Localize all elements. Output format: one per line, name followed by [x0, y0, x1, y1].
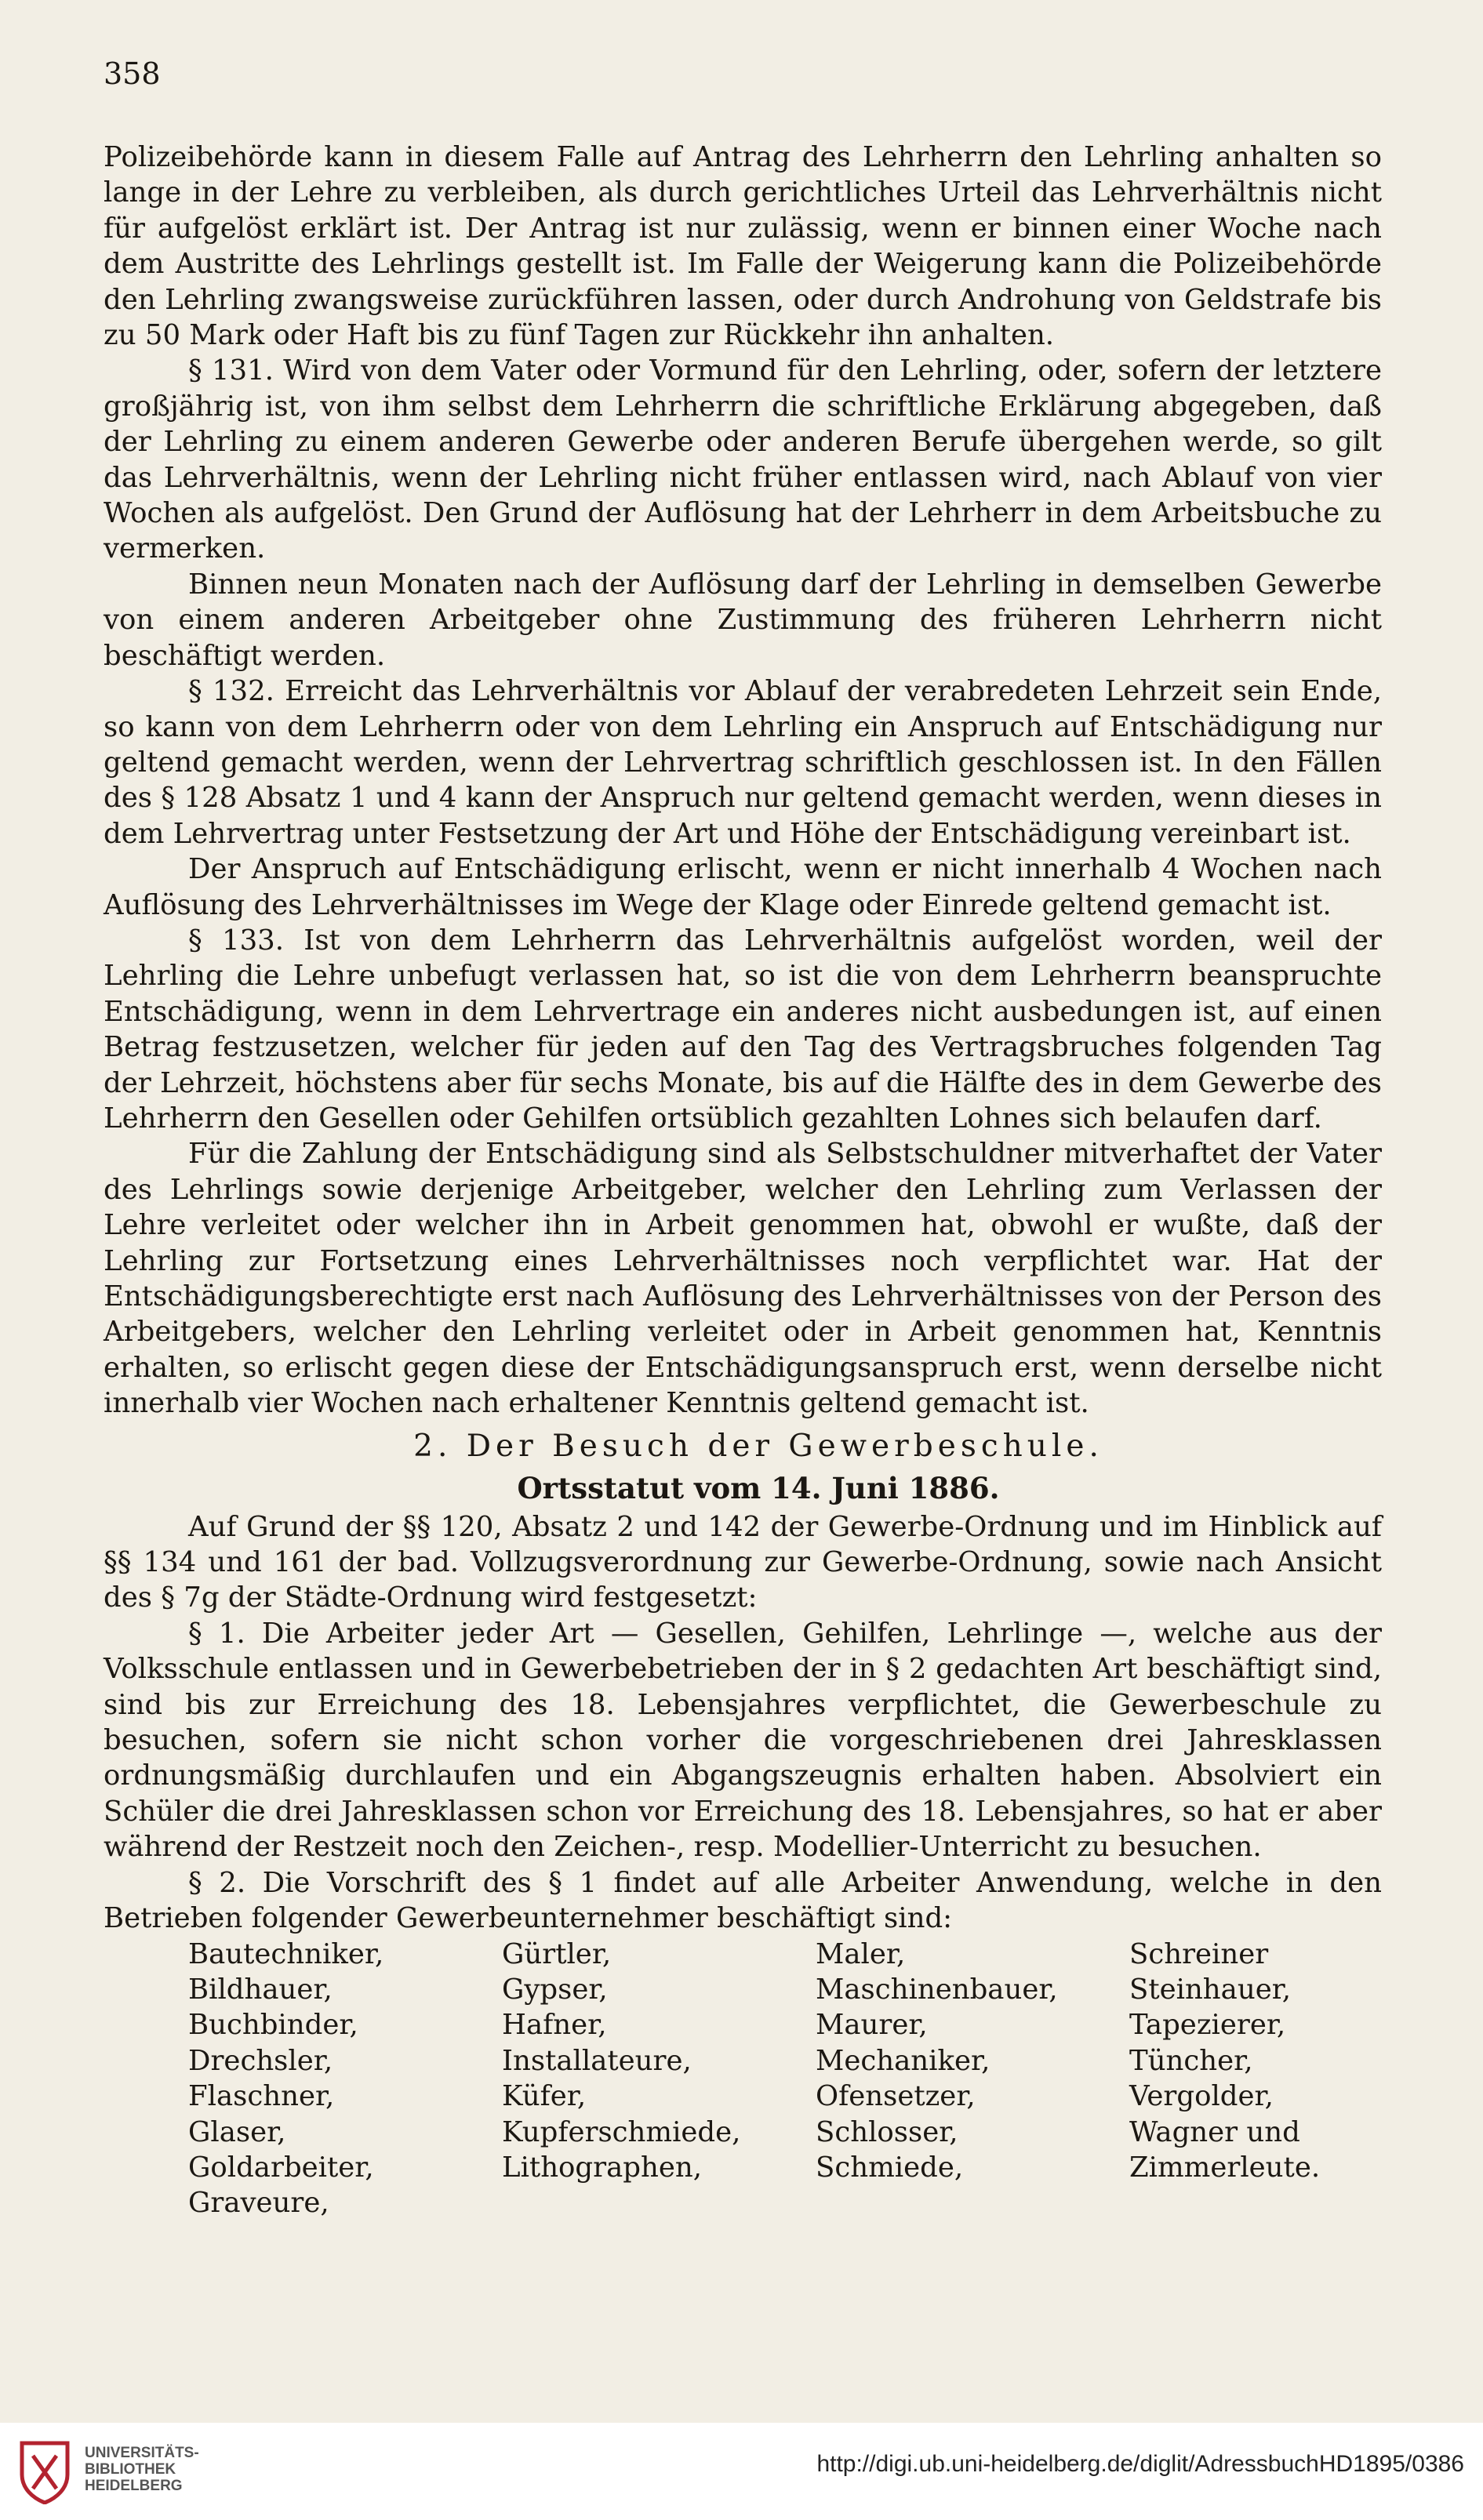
paragraph: § 133. Ist von dem Lehrherrn das Lehrverhältnis aufgelöst worden, weil der Lehrling die Lehre unbefugt verlassen hat, so ist die von dem Lehrherrn beanspruchte Entschädigung, wenn in dem Lehrvertrage ein anderes nicht ausbedungen ist, auf einen Betrag festzusetzen, welcher für jeden auf den Tag des Vertragsbruches folgenden Tag der Lehrzeit, höchstens aber für sechs Monate, bis auf die Hälfte des in dem Gewerbe des Lehrherrn den Gesellen oder Gehilfen ortsüblich gezahlten Lohnes sich belaufen darf.	[104, 924, 1382, 1135]
trade-item: Glaser,	[188, 2115, 286, 2148]
trade-item: Flaschner,	[188, 2080, 335, 2113]
trade-item: Goldarbeiter,	[188, 2151, 374, 2184]
trade-item: Schmiede,	[816, 2151, 964, 2184]
trade-item: Bautechniker,	[188, 1937, 384, 1970]
logo-line: UNIVERSITÄTS-	[85, 2445, 199, 2461]
trade-item: Lithographen,	[502, 2151, 703, 2184]
university-seal-icon	[16, 2440, 74, 2504]
trade-item: Tapezierer,	[1129, 2009, 1286, 2042]
page-number: 358	[104, 56, 161, 91]
trade-item: Tüncher,	[1129, 2044, 1253, 2077]
trade-item: Ofensetzer,	[816, 2080, 976, 2113]
paragraphs-part-2	[104, 1509, 1382, 1937]
trade-item: Schlosser,	[816, 2115, 958, 2148]
trade-item: Steinhauer,	[1129, 1973, 1292, 2006]
trade-item: Maurer,	[816, 2009, 928, 2042]
trade-item: Hafner,	[502, 2009, 607, 2042]
trade-item: Installateure,	[502, 2044, 692, 2077]
paragraph: Binnen neun Monaten nach der Auflösung darf der Lehrling in demselben Gewerbe von einem anderen Arbeitgeber ohne Zustimmung des früheren Lehrherrn nicht beschäftigt werden.	[104, 568, 1382, 672]
paragraph: Für die Zahlung der Entschädigung sind als Selbstschuldner mitverhaftet der Vater des Lehrlings sowie derjenige Arbeitgeber, welcher den Lehrling zum Verlassen der Lehre verleitet oder welcher ihn in Arbeit genommen hat, obwohl er wußte, daß der Lehrling zur Fortsetzung eines Lehrverhältnisses noch verpflichtet war. Hat der Entschädigungsberechtigte erst nach Auflösung des Lehrverhältnisses von der Person des Arbeitgebers, welcher den Lehrling verleitet oder in Arbeit genommen hat, Kenntnis erhalten, so erlischt gegen diese der Entschädigungsanspruch erst, wenn derselbe nicht innerhalb vier Wochen nach erhaltener Kenntnis geltend gemacht ist.	[104, 1138, 1382, 1420]
statute-heading: Ortsstatut vom 14. Juni 1886.	[517, 1470, 1000, 1505]
trade-item: Gypser,	[502, 1973, 608, 2006]
trade-item: Gürtler,	[502, 1937, 612, 1970]
trade-item: Kupferschmiede,	[502, 2115, 741, 2148]
trade-item: Bildhauer,	[188, 1973, 333, 2006]
logo-line: BIBLIOTHEK	[85, 2461, 176, 2478]
paragraph: § 1. Die Arbeiter jeder Art — Gesellen, Gehilfen, Lehrlinge —, welche aus der Volksschule entlassen und in Gewerbebetrieben der in § 2 gedachten Art beschäftigt sind, sind bis zur Erreichung des 18. Lebensjahres verpflichtet, die Gewerbeschule zu besuchen, sofern sie nicht schon vorher die vorgeschriebenen drei Jahresklassen ordnungsmäßig durchlaufen und ein Abgangszeugnis erhalten haben. Absolviert ein Schüler die drei Jahresklassen schon vor Erreichung des 18. Lebensjahres, so hat er aber während der Restzeit noch den Zeichen-, resp. Modellier-Unterricht zu besuchen.	[104, 1617, 1382, 1864]
trade-item: Graveure,	[188, 2187, 329, 2220]
logo-line: HEIDELBERG	[85, 2478, 183, 2494]
paragraph: § 2. Die Vorschrift des § 1 findet auf alle Arbeiter Anwendung, welche in den Betrieben folgender Gewerbeunternehmer beschäftigt sind:	[104, 1866, 1382, 1935]
library-logo-text	[85, 2445, 199, 2494]
trade-item: Zimmerleute.	[1129, 2151, 1321, 2184]
body-text	[104, 140, 1382, 2221]
trade-item: Wagner und	[1129, 2115, 1300, 2148]
trade-item: Mechaniker,	[816, 2044, 990, 2077]
source-url-link[interactable]: http://digi.ub.uni-heidelberg.de/diglit/AdressbuchHD1895/0386	[816, 2451, 1464, 2477]
footer-bar	[0, 2423, 1483, 2520]
trades-list	[188, 1937, 1382, 2221]
trade-item: Maler,	[816, 1937, 906, 1970]
paragraph: Auf Grund der §§ 120, Absatz 2 und 142 der Gewerbe-Ordnung und im Hinblick auf §§ 134 und 161 der bad. Vollzugsverordnung zur Gewerbe-Ordnung, sowie nach Ansicht des § 7g der Städte-Ordnung wird festgesetzt:	[104, 1510, 1382, 1614]
trade-item: Schreiner	[1129, 1937, 1269, 1970]
trade-item: Vergolder,	[1129, 2080, 1274, 2113]
trade-item: Drechsler,	[188, 2044, 333, 2077]
paragraph: § 131. Wird von dem Vater oder Vormund für den Lehrling, oder, sofern der letztere großjährig ist, von ihm selbst dem Lehrherrn die schriftliche Erklärung abgegeben, daß der Lehrling zu einem anderen Gewerbe oder anderen Berufe übergehen werde, so gilt das Lehrverhältnis, wenn der Lehrling nicht früher entlassen wird, nach Ablauf von vier Wochen als aufgelöst. Den Grund der Auflösung hat der Lehrherr in dem Arbeitsbuche zu vermerken.	[104, 354, 1382, 565]
paragraph: § 132. Erreicht das Lehrverhältnis vor Ablauf der verabredeten Lehrzeit sein Ende, so kann von dem Lehrherrn oder von dem Lehrling ein Anspruch auf Entschädigung nur geltend gemacht werden, wenn der Lehrvertrag schriftlich geschlossen ist. In den Fällen des § 128 Absatz 1 und 4 kann der Anspruch nur geltend gemacht werden, wenn dieses in dem Lehrvertrag unter Festsetzung der Art und Höhe der Entschädigung vereinbart ist.	[104, 675, 1382, 850]
trade-item: Küfer,	[502, 2080, 587, 2113]
trade-item: Maschinenbauer,	[816, 1973, 1058, 2006]
paragraphs-part-1	[104, 140, 1382, 1422]
section-heading: 2. Der Besuch der Gewerbeschule.	[413, 1428, 1103, 1464]
paragraph: Der Anspruch auf Entschädigung erlischt, wenn er nicht innerhalb 4 Wochen nach Auflösung des Lehrverhältnisses im Wege der Klage oder Einrede geltend gemacht ist.	[104, 853, 1382, 921]
trade-item: Buchbinder,	[188, 2009, 358, 2042]
paragraph: Polizeibehörde kann in diesem Falle auf Antrag des Lehrherrn den Lehrling anhalten so lange in der Lehre zu verbleiben, als durch gerichtliches Urteil das Lehrverhältnis nicht für aufgelöst erklärt ist. Der Antrag ist nur zulässig, wenn er binnen einer Woche nach dem Austritte des Lehrlings gestellt ist. Im Falle der Weigerung kann die Polizeibehörde den Lehrling zwangsweise zurückführen lassen, oder durch Androhung von Geldstrafe bis zu 50 Mark oder Haft bis zu fünf Tagen zur Rückkehr ihn anhalten.	[104, 141, 1382, 352]
